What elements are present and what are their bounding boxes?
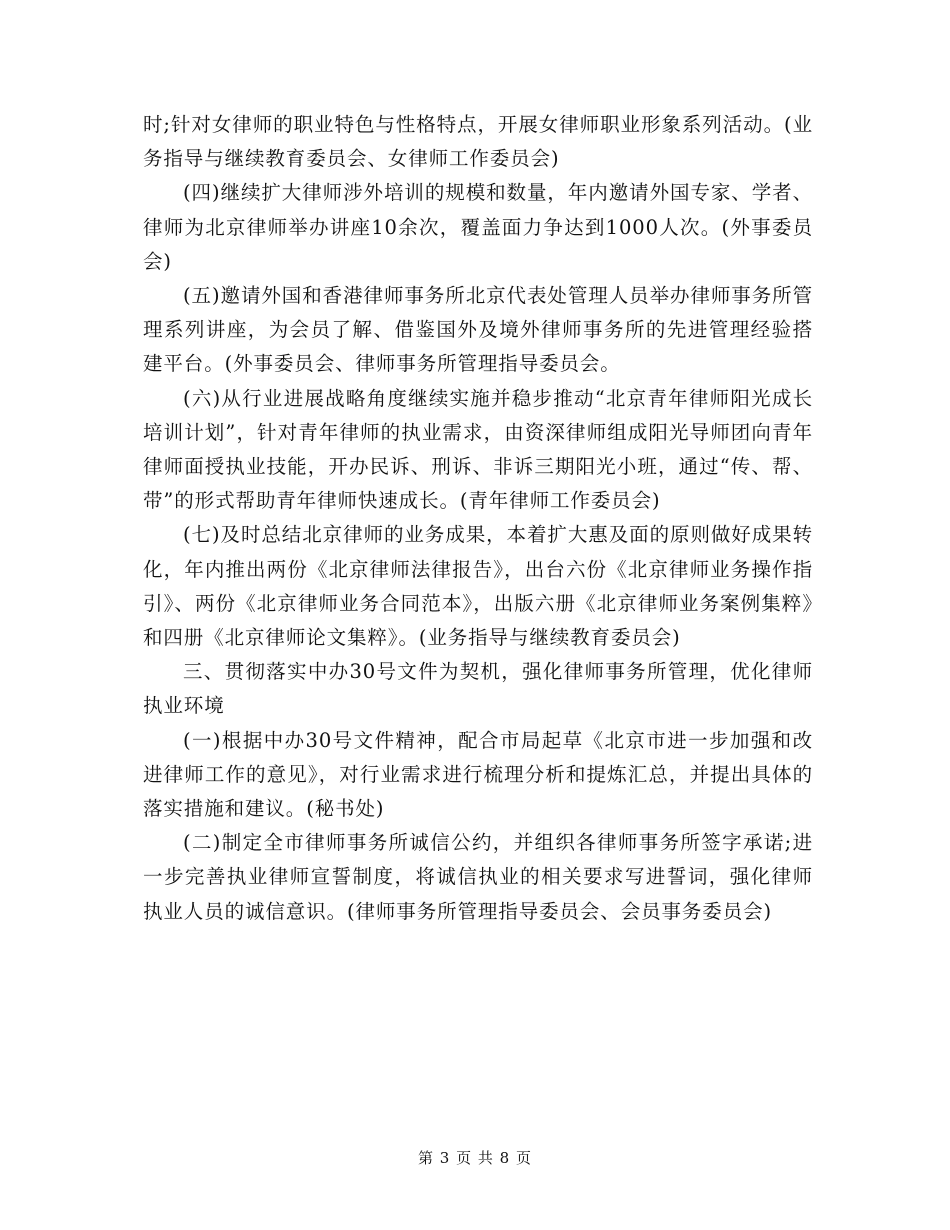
paragraph-item-7: (七)及时总结北京律师的业务成果，本着扩大惠及面的原则做好成果转化，年内推出两份《北京律师法律报告》，出台六份《北京律师业务操作指引》、两份《北京律师业务合同范本》，出版六册《北京律师业务案例集粹》和四册《北京律师论文集粹》。(业务指导与继续教育委员会)	[143, 523, 813, 650]
page-number-footer: 第 3 页 共 8 页	[418, 1149, 532, 1167]
paragraph-item-5: (五)邀请外国和香港律师事务所北京代表处管理人员举办律师事务所管理系列讲座，为会员了解、借鉴国外及境外律师事务所的先进管理经验搭建平台。(外事委员会、律师事务所管理指导委员会。	[143, 284, 813, 376]
document-body	[143, 108, 813, 929]
paragraph-item-1: (一)根据中办30号文件精神，配合市局起草《北京市进一步加强和改进律师工作的意见》，对行业需求进行梳理分析和提炼汇总，并提出具体的落实措施和建议。(秘书处)	[143, 728, 813, 821]
paragraph-item-4: (四)继续扩大律师涉外培训的规模和数量，年内邀请外国专家、学者、律师为北京律师举办讲座10余次，覆盖面力争达到1000人次。(外事委员会)	[143, 181, 813, 273]
paragraph-item-2: (二)制定全市律师事务所诚信公约，并组织各律师事务所签字承诺;进一步完善执业律师宣誓制度，将诚信执业的相关要求写进誓词，强化律师执业人员的诚信意识。(律师事务所管理指导委员会、会员事务委员会)	[143, 831, 813, 923]
section-heading-3: 三、贯彻落实中办30号文件为契机，强化律师事务所管理，优化律师执业环境	[143, 660, 813, 718]
paragraph-continuation: 时;针对女律师的职业特色与性格特点，开展女律师职业形象系列活动。(业务指导与继续教育委员会、女律师工作委员会)	[143, 113, 813, 171]
paragraph-item-6: (六)从行业进展战略角度继续实施并稳步推动“北京青年律师阳光成长培训计划”，针对青年律师的执业需求，由资深律师组成阳光导师团向青年律师面授执业技能，开办民诉、刑诉、非诉三期阳光小班，通过“传、帮、带”的形式帮助青年律师快速成长。(青年律师工作委员会)	[143, 386, 813, 513]
